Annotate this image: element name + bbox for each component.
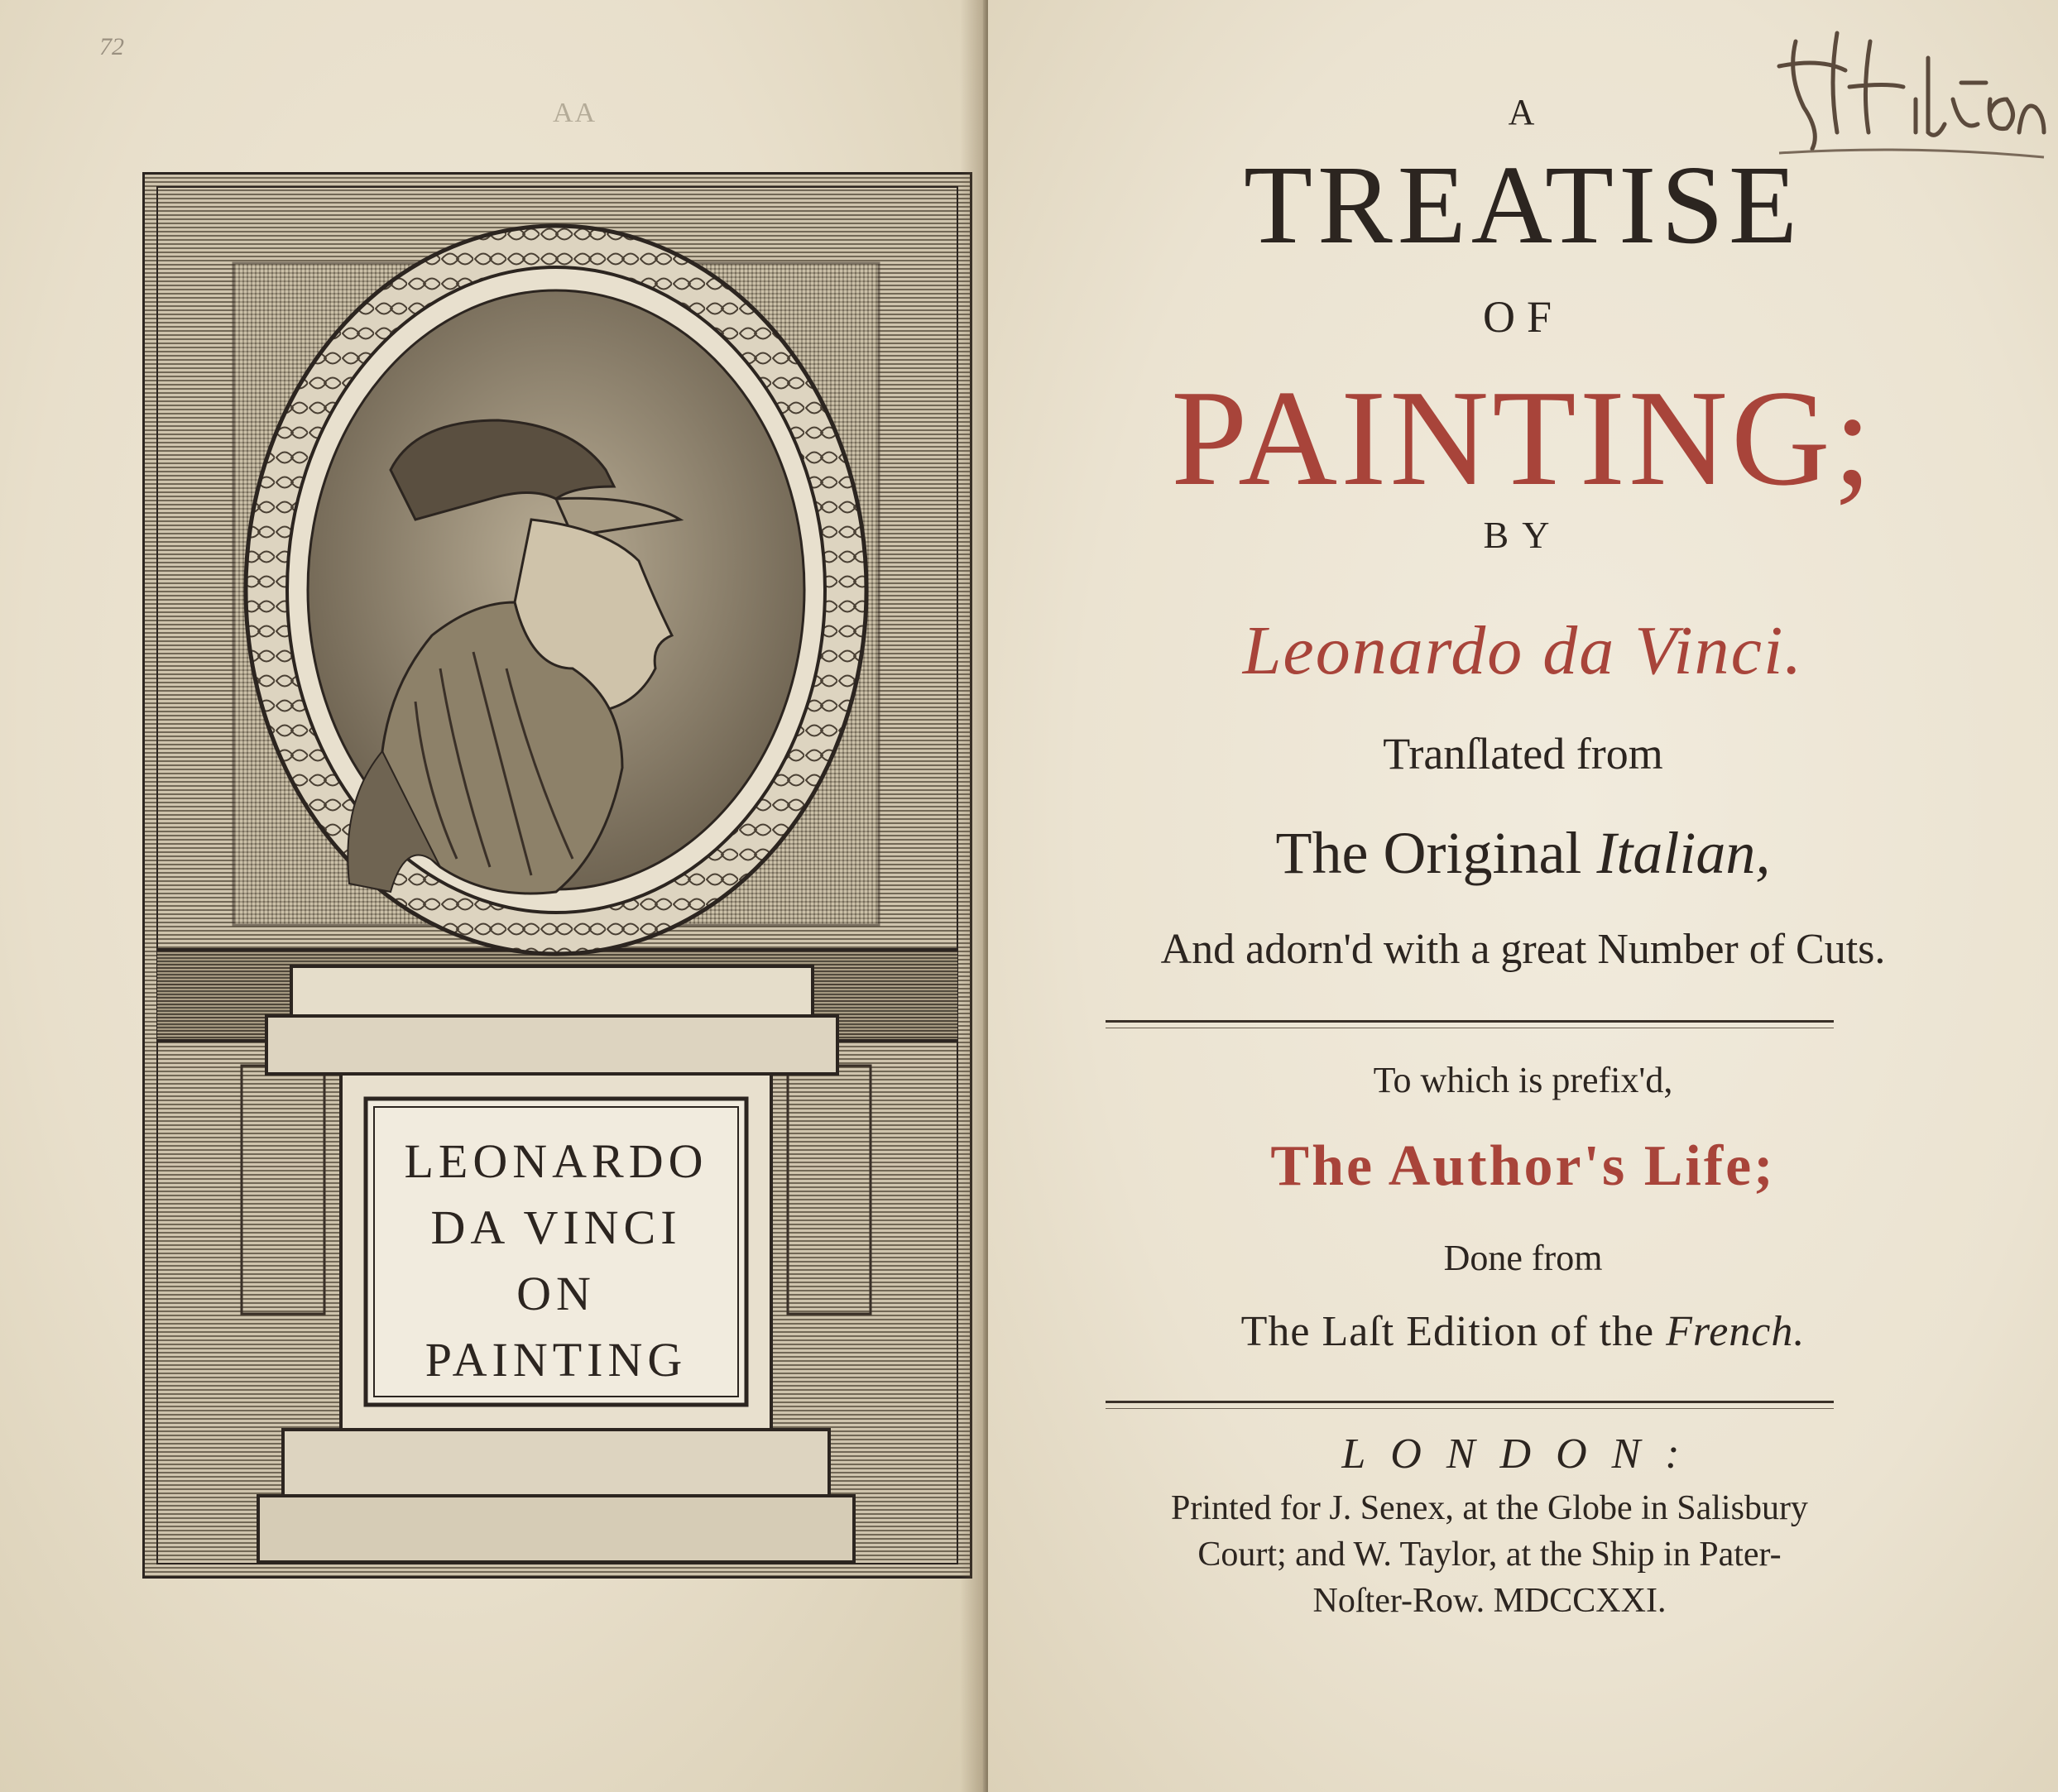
title-line-of: OF	[1482, 292, 1564, 342]
last-edition-line: The Laſt Edition of the French.	[1240, 1308, 1806, 1355]
authors-life-line: The Author's Life;	[1270, 1134, 1776, 1198]
author-name: Leonardo da Vinci.	[1242, 612, 1804, 689]
inscription-line-4: PAINTING	[425, 1333, 688, 1387]
prefix-line: To which is prefix'd,	[1373, 1060, 1673, 1100]
title-line-a: A	[1508, 92, 1538, 132]
imprint-block	[1092, 1485, 1887, 1624]
translated-from-line: Tranſlated from	[1383, 729, 1663, 779]
owner-signature	[1771, 8, 2052, 165]
imprint-city: LONDON:	[1341, 1430, 1705, 1478]
imprint-line-2: Court; and W. Taylor, at the Ship in Pater-	[1197, 1536, 1782, 1574]
original-italian-line: The Original Italian,	[1275, 820, 1771, 886]
inscription-line-1: LEONARDO	[404, 1134, 708, 1188]
page-corner-mark: 72	[99, 33, 124, 60]
inscription-line-3: ON	[516, 1267, 596, 1320]
title-line-treatise: TREATISE	[1243, 143, 1803, 267]
adorned-cuts-line: And adorn'd with a great Number of Cuts.	[1160, 926, 1886, 973]
frontispiece-engraving	[142, 172, 972, 1579]
title-line-painting: PAINTING;	[1171, 362, 1875, 514]
imprint-line-3: Noſter-Row. MDCCXXI.	[1312, 1582, 1667, 1620]
title-line-by: BY	[1483, 514, 1563, 556]
done-from-line: Done from	[1443, 1238, 1603, 1278]
divider-rule-lower	[1106, 1401, 1834, 1409]
plate-mark: AA	[553, 98, 597, 128]
left-page-frontispiece	[0, 0, 983, 1792]
imprint-line-1: Printed for J. Senex, at the Globe in Salisbury	[1171, 1489, 1808, 1527]
inscription-line-2: DA VINCI	[430, 1200, 682, 1254]
